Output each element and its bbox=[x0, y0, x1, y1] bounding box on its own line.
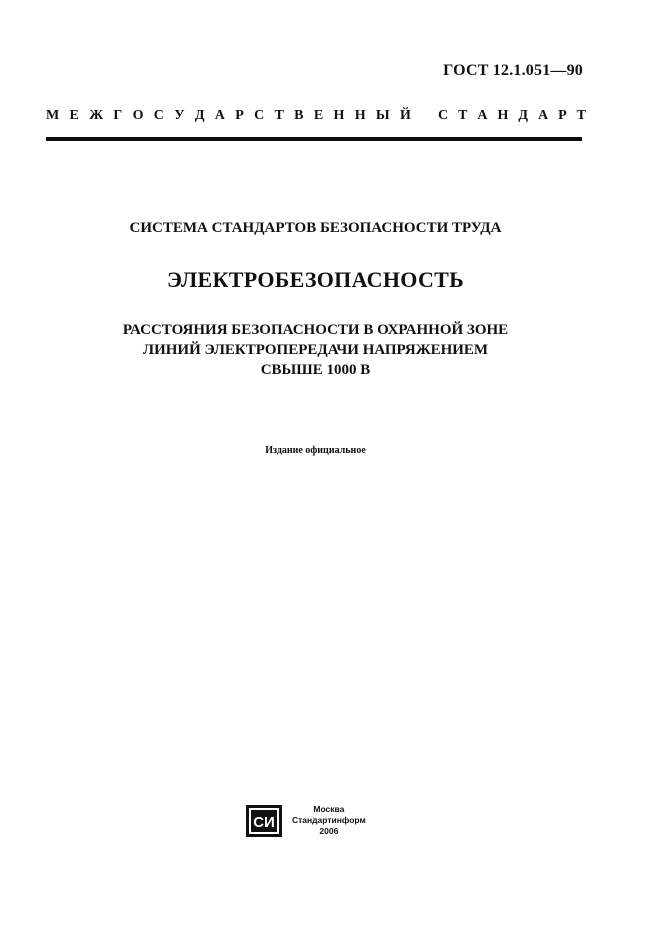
heading-letter: М bbox=[46, 108, 60, 123]
heading-letter: Й bbox=[399, 108, 411, 123]
heading-letter: А bbox=[477, 108, 488, 123]
publisher-year: 2006 bbox=[319, 826, 339, 836]
heading-letter: Ж bbox=[89, 108, 104, 123]
standard-type-word-interstate bbox=[46, 108, 411, 124]
heading-letter: Г bbox=[113, 108, 123, 123]
heading-letter: Н bbox=[354, 108, 366, 123]
heading-letter: Д bbox=[194, 108, 205, 123]
heading-letter: Т bbox=[576, 108, 586, 123]
document-code: ГОСТ 12.1.051—90 bbox=[443, 62, 583, 79]
logo-letters: СИ bbox=[253, 813, 275, 831]
publisher-text bbox=[292, 804, 366, 837]
heading-letter: А bbox=[214, 108, 225, 123]
heading-letter: В bbox=[294, 108, 304, 123]
heading-letter: Т bbox=[458, 108, 468, 123]
heading-letter: Н bbox=[333, 108, 345, 123]
heading-letter: Д bbox=[518, 108, 528, 123]
subtitle bbox=[0, 320, 631, 380]
heading-letter: А bbox=[537, 108, 549, 123]
standards-series-title: СИСТЕМА СТАНДАРТОВ БЕЗОПАСНОСТИ ТРУДА bbox=[129, 220, 502, 236]
heading-letter: С bbox=[153, 108, 164, 123]
subtitle-line: РАССТОЯНИЯ БЕЗОПАСНОСТИ В ОХРАННОЙ ЗОНЕ bbox=[122, 322, 509, 338]
heading-letter: Р bbox=[235, 108, 244, 123]
heading-letter: Р bbox=[558, 108, 567, 123]
heading-rule bbox=[46, 137, 582, 141]
main-title: ЭЛЕКТРОБЕЗОПАСНОСТЬ bbox=[167, 267, 464, 292]
publisher-block bbox=[246, 804, 366, 837]
publisher-city: Москва bbox=[313, 804, 345, 814]
heading-letter: У bbox=[174, 108, 185, 123]
heading-letter: Е bbox=[313, 108, 324, 123]
heading-letter: С bbox=[438, 108, 449, 123]
edition-note: Издание официальное bbox=[265, 445, 366, 456]
standard-type-word-standard bbox=[438, 108, 586, 124]
heading-letter: Н bbox=[497, 108, 509, 123]
subtitle-line: ЛИНИЙ ЭЛЕКТРОПЕРЕДАЧИ НАПРЯЖЕНИЕМ bbox=[142, 342, 489, 358]
standard-type-heading bbox=[46, 108, 586, 124]
heading-letter: С bbox=[254, 108, 265, 123]
subtitle-line: СВЫШЕ 1000 В bbox=[260, 362, 371, 378]
publisher-name: Стандартинформ bbox=[292, 815, 366, 825]
heading-letter: Т bbox=[274, 108, 284, 123]
standartinform-logo-icon bbox=[246, 805, 282, 837]
heading-letter: О bbox=[132, 108, 144, 123]
heading-letter: Е bbox=[69, 108, 79, 123]
heading-letter: Ы bbox=[375, 108, 390, 123]
